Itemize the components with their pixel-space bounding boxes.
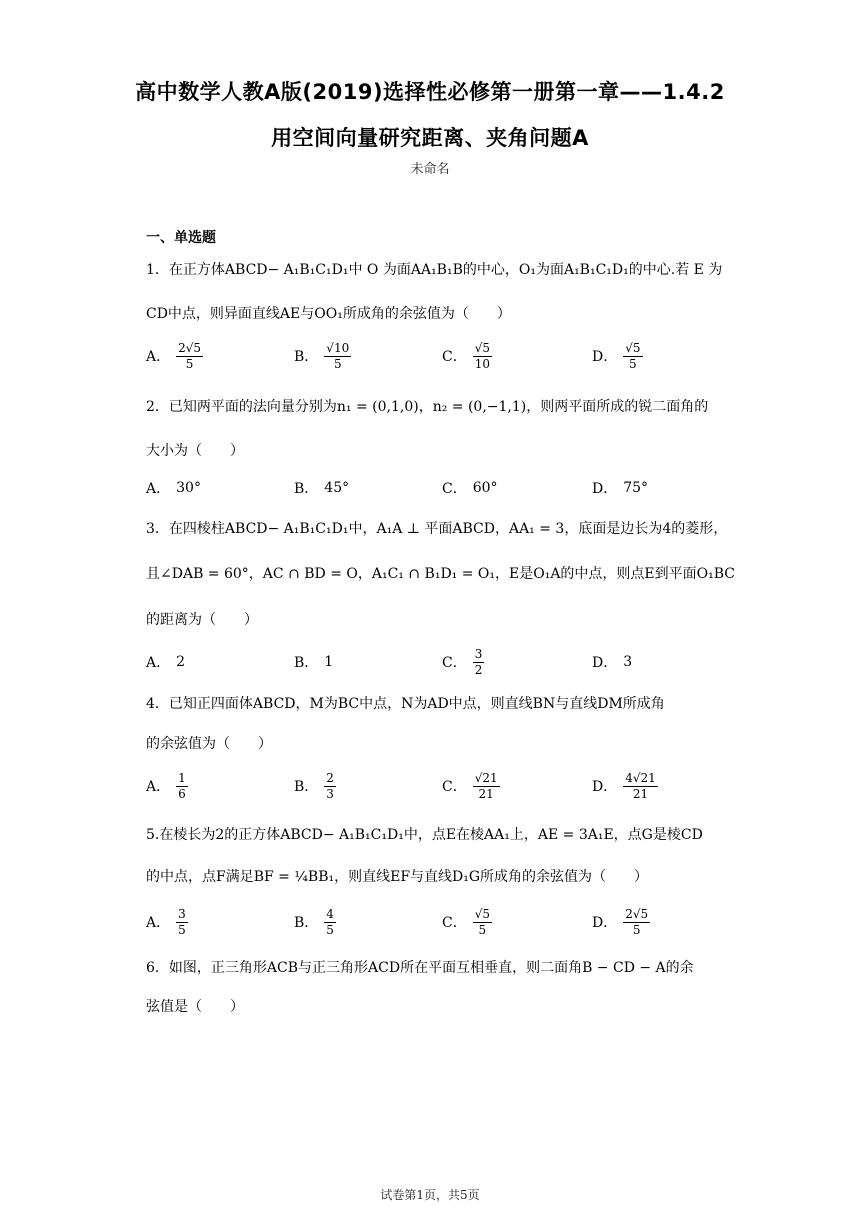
fraction-denominator: 5: [478, 922, 487, 937]
section-title: 一、单选题: [146, 230, 216, 246]
question-6-line-1: 6．如图，正三角形ACB与正三角形ACD所在平面互相垂直，则二面角B − CD − A的余: [146, 960, 694, 976]
option-fraction: [324, 341, 351, 372]
option-letter: A．: [146, 779, 171, 795]
option-text: 60°: [472, 480, 498, 496]
option: [442, 642, 484, 682]
option: [146, 902, 188, 942]
option: [442, 766, 500, 806]
question-2-line-2: 大小为（ ）: [146, 443, 244, 459]
option: [294, 642, 333, 682]
fraction-numerator: √10: [326, 340, 350, 355]
question-6-line-2: 弦值是（ ）: [146, 999, 244, 1015]
option-text: 30°: [176, 480, 201, 496]
question-3-options: [146, 642, 746, 682]
question-1-line-2: CD中点，则异面直线AE与OO₁所成角的余弦值为（ ）: [146, 306, 511, 322]
option: [294, 336, 351, 376]
option: [146, 642, 185, 682]
fraction-numerator: 2: [326, 770, 334, 785]
option-letter: C．: [442, 481, 467, 497]
option: [146, 766, 188, 806]
fraction-numerator: √5: [625, 340, 641, 355]
fraction-denominator: 10: [474, 356, 490, 371]
question-1-options: [146, 336, 746, 376]
option-letter: C．: [442, 915, 467, 931]
option: [592, 642, 632, 682]
question-5-line-1: 5.在棱长为2的正方体ABCD− A₁B₁C₁D₁中，点E在棱AA₁上，AE = 3A₁E，点G是棱CD: [146, 827, 703, 843]
question-4-line-1: 4．已知正四面体ABCD，M为BC中点，N为AD中点，则直线BN与直线DM所成角: [146, 696, 665, 712]
option: [294, 766, 336, 806]
option-fraction: [176, 341, 203, 372]
option: [442, 902, 492, 942]
fraction-denominator: 5: [629, 356, 637, 371]
question-2-options: [146, 468, 746, 508]
option-letter: D．: [592, 481, 618, 497]
fraction-denominator: 21: [478, 786, 494, 801]
option-letter: D．: [592, 915, 618, 931]
option: [592, 902, 650, 942]
fraction-denominator: 21: [632, 786, 649, 801]
option-text: 1: [324, 654, 334, 670]
fraction-denominator: 5: [326, 922, 334, 937]
title-line-2: 用空间向量研究距离、夹角问题A: [271, 126, 589, 150]
question-3-line-2: 且∠DAB = 60°，AC ∩ BD = O，A₁C₁ ∩ B₁D₁ = O₁，E是O₁A的中点，则点E到平面O₁BC: [146, 566, 735, 582]
option-fraction: [324, 907, 336, 938]
option-fraction: [473, 341, 492, 372]
fraction-numerator: 4: [326, 906, 334, 921]
page-footer: 试卷第1页，共5页: [380, 1188, 480, 1202]
fraction-numerator: 2√5: [178, 340, 202, 355]
option-letter: D．: [592, 349, 618, 365]
question-3-line-3: 的距离为（ ）: [146, 612, 258, 628]
question-5-options: [146, 902, 746, 942]
fraction-denominator: 3: [326, 786, 334, 801]
option-letter: A．: [146, 655, 171, 671]
option-text: 75°: [623, 480, 649, 496]
option: [592, 336, 643, 376]
option-fraction: [473, 647, 485, 678]
option-letter: A．: [146, 349, 171, 365]
option-fraction: [623, 771, 658, 802]
question-4-options: [146, 766, 746, 806]
fraction-numerator: 2√5: [625, 906, 649, 921]
question-5-line-2: 的中点，点F满足BF = ¼BB₁，则直线EF与直线D₁G所成角的余弦值为（ ）: [146, 869, 649, 885]
fraction-denominator: 5: [632, 922, 641, 937]
option-letter: A．: [146, 915, 171, 931]
fraction-denominator: 5: [333, 356, 342, 371]
option-letter: B．: [294, 349, 319, 365]
option: [294, 468, 349, 508]
option-fraction: [623, 907, 650, 938]
option-letter: A．: [146, 481, 171, 497]
title-line-1: 高中数学人教A版(2019)选择性必修第一册第一章——1.4.2: [135, 80, 725, 104]
fraction-numerator: 4√21: [625, 770, 656, 785]
fraction-numerator: 3: [474, 646, 483, 661]
fraction-numerator: 1: [178, 770, 186, 785]
option-text: 3: [623, 654, 633, 670]
option-text: 45°: [324, 480, 350, 496]
option-letter: C．: [442, 349, 467, 365]
question-3-line-1: 3．在四棱柱ABCD− A₁B₁C₁D₁中，A₁A ⊥ 平面ABCD，AA₁ = 3，底面是边长为4的菱形，: [146, 521, 728, 537]
option-fraction: [176, 907, 188, 938]
option: [294, 902, 336, 942]
fraction-denominator: 2: [474, 662, 483, 677]
fraction-numerator: 3: [178, 906, 186, 921]
option-fraction: [473, 907, 492, 938]
option-letter: D．: [592, 655, 618, 671]
fraction-denominator: 5: [185, 356, 194, 371]
option: [146, 336, 203, 376]
option: [592, 468, 648, 508]
question-2-line-1: 2．已知两平面的法向量分别为n₁ = (0,1,0)，n₂ = (0,−1,1)，则两平面所成的锐二面角的: [146, 399, 709, 415]
option: [146, 468, 201, 508]
option-fraction: [176, 771, 188, 802]
option-fraction: [473, 771, 500, 802]
option-letter: B．: [294, 655, 319, 671]
fraction-numerator: √5: [474, 906, 490, 921]
option-text: 2: [176, 654, 186, 670]
option-letter: B．: [294, 481, 319, 497]
option: [442, 468, 498, 508]
question-1-line-1: 1．在正方体ABCD− A₁B₁C₁D₁中 O 为面AA₁B₁B的中心，O₁为面A₁B₁C₁D₁的中心.若 E 为: [146, 262, 723, 278]
option-letter: B．: [294, 915, 319, 931]
option-letter: D．: [592, 779, 618, 795]
fraction-denominator: 6: [178, 786, 186, 801]
option-letter: C．: [442, 655, 467, 671]
subtitle: 未命名: [410, 162, 450, 177]
fraction-numerator: √21: [474, 770, 498, 785]
option: [442, 336, 492, 376]
fraction-numerator: √5: [474, 340, 490, 355]
question-4-line-2: 的余弦值为（ ）: [146, 736, 272, 752]
option: [592, 766, 658, 806]
fraction-denominator: 5: [178, 922, 186, 937]
option-letter: C．: [442, 779, 467, 795]
option-fraction: [324, 771, 336, 802]
option-fraction: [623, 341, 642, 372]
option-letter: B．: [294, 779, 319, 795]
